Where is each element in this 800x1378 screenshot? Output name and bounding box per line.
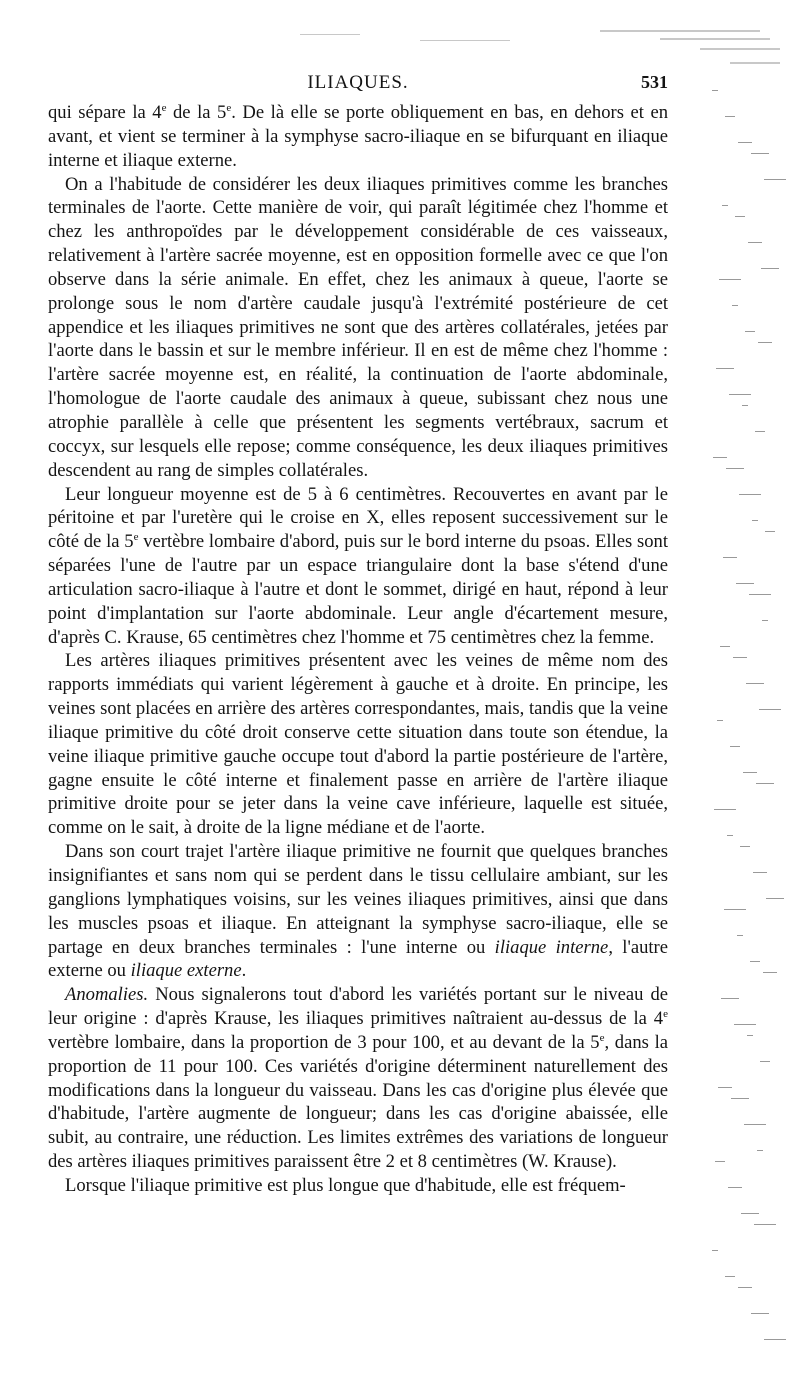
scan-mark: [719, 279, 741, 280]
scan-mark: [764, 1339, 786, 1340]
text-run: . De là elle se porte obliquement en bas, en dehors et en avant, et vient se terminer à la symphyse sacro-iliaque en se bifurquant en iliaque interne et iliaque externe.: [48, 102, 668, 171]
scan-mark: [747, 1035, 753, 1036]
scan-mark: [758, 342, 772, 343]
scan-mark: [757, 1150, 763, 1151]
scan-mark: [731, 1098, 749, 1099]
scan-mark: [712, 1250, 718, 1251]
scan-mark: [745, 331, 755, 332]
scan-mark: [726, 468, 744, 469]
scan-mark: [722, 205, 728, 206]
scan-mark: [716, 368, 734, 369]
scan-mark: [742, 405, 748, 406]
paragraph-p3: [48, 483, 668, 650]
scan-mark: [725, 1276, 735, 1277]
scan-mark: [724, 909, 746, 910]
scan-mark: [730, 746, 740, 747]
text-run: Lorsque l'iliaque primitive est plus longue que d'habitude, elle est fréquem-: [65, 1174, 626, 1196]
text-run: Nous signalerons tout d'abord les variétés portant sur le niveau de leur origine : d'après Krause, les iliaques primitives naîtraient au-dessus de la 4: [48, 984, 668, 1030]
scan-mark: [754, 1224, 776, 1225]
scan-mark: [752, 520, 758, 521]
text-run: Les artères iliaques primitives présentent avec les veines de même nom des rapports immédiats qui varient légèrement à gauche et à droite. En principe, les veines sont placées en arrière des artères correspondantes, mais, tandis que la veine iliaque primitive du côté droit conserve cette situation dans toute son étendue, la veine iliaque primitive gauche occupe tout d'abord la partie postérieure de l'artère, gagne ensuite le côté interne et finalement passe en arrière de l'artère iliaque primitive droite pour se jeter dans la veine cave inférieure, laquelle est située, comme on le sait, à droite de la ligne médiane et de l'aorte.: [48, 650, 668, 839]
scan-mark: [743, 772, 757, 773]
text-run: vertèbre lombaire d'abord, puis sur le bord interne du psoas. Elles sont séparées l'une de l'autre par un espace triangulaire dont la base s'étend d'une articulation sacro-iliaque à l'autre et dont le sommet, dirigé en haut, répond à leur point d'implantation sur l'aorte abdominale. Leur angle d'écartement mesure, d'après C. Krause, 65 centimètres chez l'homme et 75 centimètres chez la femme.: [48, 531, 668, 648]
scan-mark: [746, 683, 764, 684]
scan-mark: [713, 457, 727, 458]
text-run: vertèbre lombaire, dans la proportion de 3 pour 100, et au devant de la 5: [48, 1031, 600, 1053]
scan-mark: [720, 646, 730, 647]
superscript: e: [599, 1031, 605, 1044]
scan-mark: [751, 153, 769, 154]
scan-mark: [714, 809, 736, 810]
scan-mark: [751, 1313, 769, 1314]
text-run: Leur longueur moyenne est de 5 à 6 centimètres. Recouvertes en avant par le péritoine et par l'uretère qui le croise en X, elles reposent successivement sur le côté de la 5: [48, 483, 668, 553]
scan-mark: [766, 898, 784, 899]
scan-mark: [736, 583, 754, 584]
paragraph-p5: [48, 840, 668, 983]
scan-mark: [760, 1061, 770, 1062]
superscript: e: [133, 531, 139, 543]
scan-mark: [734, 1024, 756, 1025]
text-run: On a l'habitude de considérer les deux iliaques primitives comme les branches terminales de l'aorte. Cette manière de voir, qui paraît légitimée chez l'homme et chez les anthropoïdes par le développement considérable de ces vaisseaux, relativement à l'artère sacrée moyenne, est en opposition formelle avec ce que l'on observe dans la série animale. En effet, chez les animaux à queue, l'aorte se prolonge sous le nom d'artère caudale jusqu'à l'extrémité postérieure de cet appendice et les iliaques primitives ne sont que des artères collatérales, jetées par l'aorte dans le bassin et sur le membre inférieur. Il en est de même chez l'homme : l'artère sacrée moyenne est, en réalité, la continuation de l'aorte abdominale, l'homologue de l'aorte caudale des animaux à queue, subissant chez nous une atrophie parallèle à celle que présentent les segments vertébraux, sacrum et coccyx, sur lesquels elle repose; comme conséquence, les deux iliaques primitives descendent au rang de simples collatérales.: [48, 173, 668, 481]
margin-scan-marks: [712, 90, 792, 1370]
scan-mark: [753, 872, 767, 873]
body-text: [48, 101, 668, 1198]
scan-mark: [759, 709, 781, 710]
scan-mark: [739, 494, 761, 495]
paragraph-p1: [48, 101, 668, 173]
scan-mark: [718, 1087, 732, 1088]
superscript: e: [161, 101, 167, 114]
scan-mark: [737, 935, 743, 936]
text-run: , dans la proportion de 11 pour 100. Ces variétés d'origine déterminent naturellement des modifications dans la longueur du vaisseau. Dans les cas d'origine plus élevée que d'habitude, l'artère augmente de longueur; dans les cas d'origine abaissée, elle subit, au contraire, une réduction. Les limites extrêmes des variations de longueur des artères iliaques primitives paraissent être 2 et 8 centimètres (W. Krause).: [48, 1031, 668, 1173]
scan-mark: [765, 531, 775, 532]
scan-mark: [732, 305, 738, 306]
scan-mark: [723, 557, 737, 558]
scan-mark: [727, 835, 733, 836]
scan-mark: [733, 657, 747, 658]
scan-mark: [750, 961, 760, 962]
text-run: qui sépare la 4: [48, 102, 162, 123]
scan-mark: [738, 1287, 752, 1288]
paragraph-p6: [48, 983, 668, 1174]
scan-mark: [762, 620, 768, 621]
scan-mark: [755, 431, 765, 432]
scan-mark: [740, 846, 750, 847]
scan-mark: [763, 972, 777, 973]
scan-mark: [738, 142, 752, 143]
scan-mark: [749, 594, 771, 595]
text-run: de la 5: [166, 102, 227, 123]
paragraph-p4: [48, 649, 668, 840]
scan-mark: [741, 1213, 759, 1214]
italic-text: iliaque interne: [494, 936, 609, 958]
scan-mark: [761, 268, 779, 269]
scan-mark: [735, 216, 745, 217]
scan-mark: [764, 179, 786, 180]
paragraph-p2: [48, 173, 668, 483]
scan-mark: [715, 1161, 725, 1162]
page-header: [48, 72, 668, 100]
scan-mark: [721, 998, 739, 999]
superscript: e: [663, 1007, 668, 1020]
scan-mark: [748, 242, 762, 243]
paragraph-p7: [48, 1174, 668, 1198]
italic-text: iliaque externe: [130, 960, 242, 982]
scan-mark: [728, 1187, 742, 1188]
scan-mark: [744, 1124, 766, 1125]
text-run: , l'autre externe ou: [48, 936, 668, 982]
text-run: .: [241, 960, 247, 982]
page-number: 531: [641, 72, 668, 92]
text-run: Dans son court trajet l'artère iliaque primitive ne fournit que quelques branches insignifiantes et sans nom qui se perdent dans le tissu cellulaire ambiant, sur les ganglions lymphatiques voisins, sur les veines iliaques primitives, ainsi que dans les muscles psoas et iliaque. En atteignant la symphyse sacro-iliaque, elle se partage en deux branches terminales : l'une interne ou: [48, 841, 668, 958]
scan-mark: [725, 116, 735, 117]
scan-mark: [729, 394, 751, 395]
italic-text: Anomalies.: [65, 984, 149, 1006]
scan-mark: [756, 783, 774, 784]
superscript: e: [226, 101, 232, 114]
scan-mark: [717, 720, 723, 721]
running-title: ILIAQUES.: [307, 72, 409, 93]
scan-mark: [712, 90, 718, 91]
